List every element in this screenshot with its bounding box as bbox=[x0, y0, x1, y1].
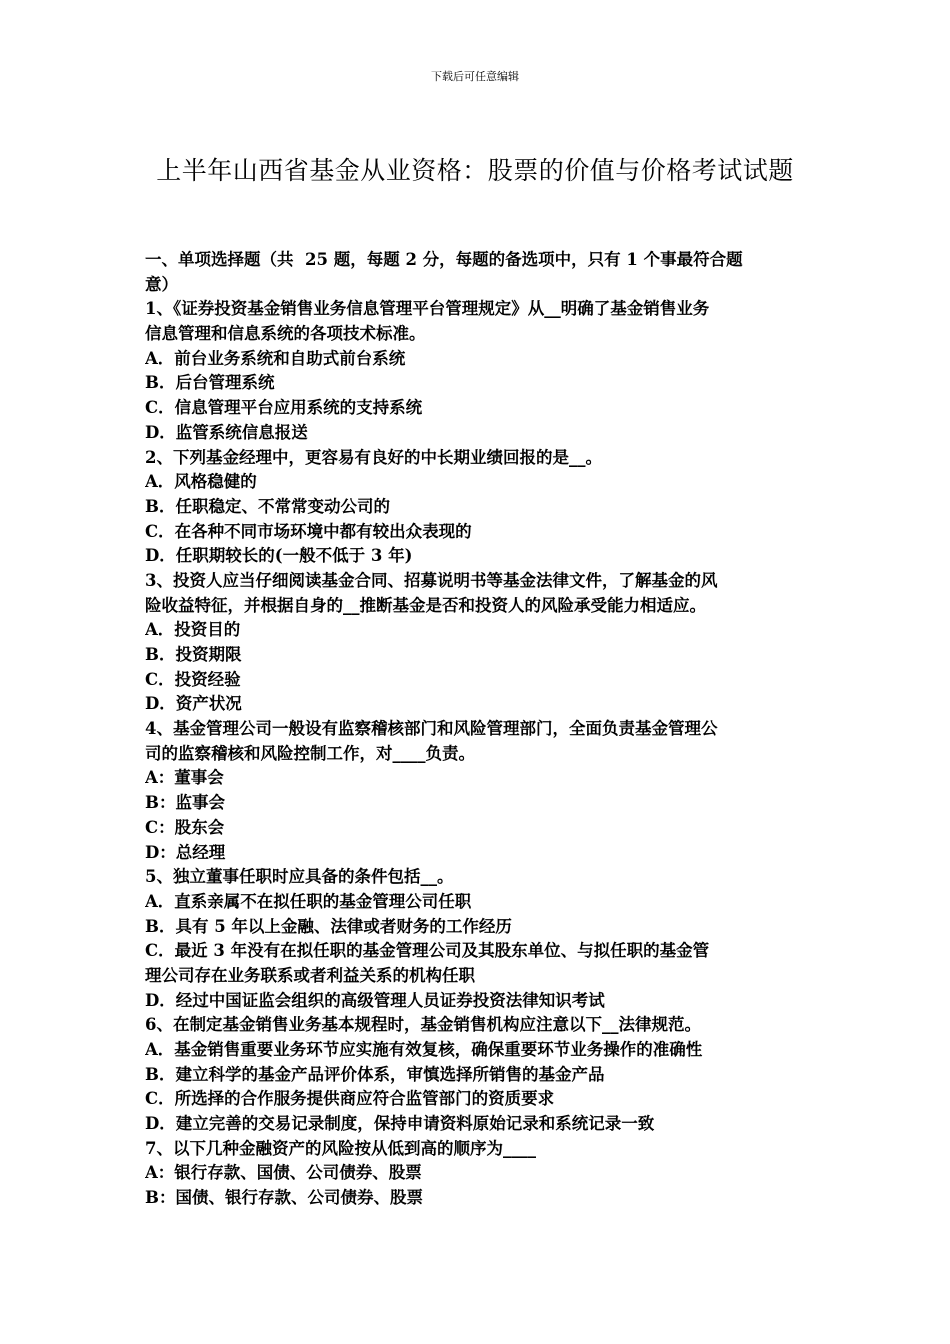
text-line: B．任职稳定、不常常变动公司的 bbox=[145, 496, 390, 516]
text-line: A：银行存款、国债、公司债券、股票 bbox=[145, 1163, 422, 1183]
text-line: D：总经理 bbox=[145, 842, 226, 862]
text-line: D．资产状况 bbox=[145, 694, 242, 714]
text-line: B．后台管理系统 bbox=[145, 373, 275, 393]
document-title: 上半年山西省基金从业资格：股票的价值与价格考试试题 bbox=[156, 156, 794, 185]
text-line: A．基金销售重要业务环节应实施有效复核，确保重要环节业务操作的准确性 bbox=[145, 1040, 703, 1059]
text-line: 6、在制定基金销售业务基本规程时，基金销售机构应注意以下__法律规范。 bbox=[145, 1015, 701, 1035]
text-line: C．在各种不同市场环境中都有较出众表现的 bbox=[145, 521, 472, 541]
text-line: B：监事会 bbox=[145, 793, 225, 813]
text-line: 1、《证券投资基金销售业务信息管理平台管理规定》从__明确了基金销售业务 bbox=[145, 299, 710, 319]
header-note: 下载后可任意编辑 bbox=[431, 70, 519, 83]
text-line: C．最近 3 年没有在拟任职的基金管理公司及其股东单位、与拟任职的基金管 bbox=[145, 941, 710, 961]
text-line: B：国债、银行存款、公司债券、股票 bbox=[145, 1188, 423, 1208]
text-line: A．直系亲属不在拟任职的基金管理公司任职 bbox=[145, 891, 472, 911]
text-line: B．具有 5 年以上金融、法律或者财务的工作经历 bbox=[145, 916, 512, 936]
text-line: C．投资经验 bbox=[145, 669, 241, 689]
text-line: 3、投资人应当仔细阅读基金合同、招募说明书等基金法律文件，了解基金的风 bbox=[145, 570, 718, 590]
text-line: 7、以下几种金融资产的风险按从低到高的顺序为____ bbox=[145, 1138, 536, 1158]
text-line: D．监管系统信息报送 bbox=[145, 422, 308, 442]
text-line: A．风格稳健的 bbox=[145, 472, 257, 492]
document-body bbox=[145, 248, 809, 1211]
text-line: A：董事会 bbox=[145, 768, 224, 788]
text-line: A．前台业务系统和自助式前台系统 bbox=[145, 348, 406, 368]
text-line: 5、独立董事任职时应具备的条件包括__。 bbox=[145, 867, 454, 887]
text-line: B．建立科学的基金产品评价体系，审慎选择所销售的基金产品 bbox=[145, 1064, 605, 1084]
text-line: 信息管理和信息系统的各项技术标准。 bbox=[145, 324, 426, 344]
text-line: 险收益特征，并根据自身的__推断基金是否和投资人的风险承受能力相适应。 bbox=[145, 595, 706, 615]
text-line: 意） bbox=[145, 274, 178, 294]
text-line: 2、下列基金经理中，更容易有良好的中长期业绩回报的是__。 bbox=[145, 447, 602, 467]
text-line: A．投资目的 bbox=[145, 620, 241, 640]
text-line: 司的监察稽核和风险控制工作，对____负责。 bbox=[145, 743, 475, 763]
text-line: B．投资期限 bbox=[145, 645, 242, 664]
text-line: D．任职期较长的(一般不低于 3 年) bbox=[145, 546, 413, 566]
text-line: C．信息管理平台应用系统的支持系统 bbox=[145, 398, 423, 418]
text-line: D．建立完善的交易记录制度，保持申请资料原始记录和系统记录一致 bbox=[145, 1114, 655, 1134]
text-line: 4、基金管理公司一般设有监察稽核部门和风险管理部门，全面负责基金管理公 bbox=[145, 719, 718, 739]
text-line: 理公司存在业务联系或者利益关系的机构任职 bbox=[145, 965, 475, 985]
text-line: 一、单项选择题（共 25 题，每题 2 分，每题的备选项中，只有 1 个事最符合题 bbox=[145, 250, 743, 269]
text-line: C：股东会 bbox=[145, 817, 225, 837]
text-line: D．经过中国证监会组织的高级管理人员证券投资法律知识考试 bbox=[145, 990, 605, 1010]
text-line: C．所选择的合作服务提供商应符合监管部门的资质要求 bbox=[145, 1089, 555, 1109]
